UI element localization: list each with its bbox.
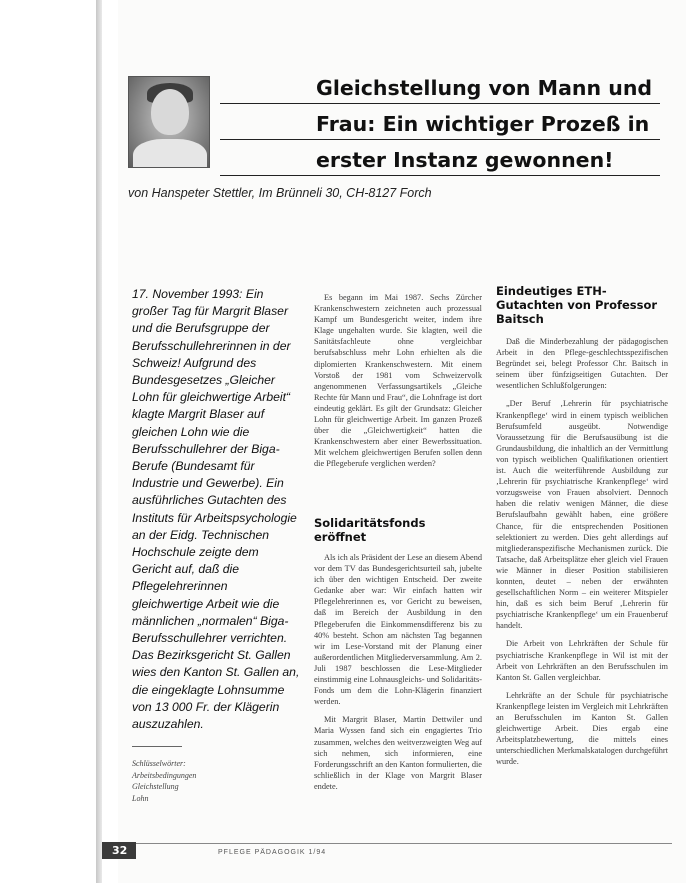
book-spine-shadow [96,0,102,883]
body-paragraph: Lehrkräfte an der Schule für psychiatrische Krankenpflege leisten im Vergleich mit Lehrkräften an Berufsschulen im Kanton St. Gallen gleichwertige Arbeit. Dies ergab eine Arbeitsplatzbewertung, die mittels eines unterschiedlichen Merkmalskatalogen durchgeführt wurde. [496,690,668,767]
body-paragraph: Mit Margrit Blaser, Martin Dettwiler und Maria Wyssen fand sich ein engagiertes Trio zusammen, welches den weitverzweigten Weg auf sich nehmen, sich informieren, eine Forderungsschrift an den Kanton formulierten, die schließlich in der Klage von Margrit Blaser endete. [314,715,482,791]
title-line: Frau: Ein wichtiger Prozeß in [316,112,650,136]
keyword: Lohn [132,793,149,803]
author-byline: von Hanspeter Stettler, Im Brünneli 30, CH-8127 Forch [128,186,432,200]
article-column-2-continued [314,552,482,799]
author-photo [128,76,210,168]
section-heading-eth-gutachten: Eindeutiges ETH-Gutachten von Professor Baitsch [496,284,658,326]
article-column-3 [496,336,668,774]
section-heading-solidaritaetsfonds: Solidaritätsfonds eröffnet [314,516,426,544]
author-photo-shoulders [133,139,207,168]
journal-footer: PFLEGE PÄDAGOGIK 1/94 [218,849,327,856]
page-number: 32 [112,844,128,857]
keywords-rule [132,746,182,747]
author-photo-face [151,89,189,135]
article-column-2 [314,292,482,477]
body-paragraph: Es begann im Mai 1987. Sechs Zürcher Krankenschwestern zeichneten auch prozessual Kampf um Bundesgericht weiter, indem ihre Klage ungehalten wurde. Sie klagten, weil die Sanitätsfachleute ohne vergleichbar berufsabschluss mehr Lohn erhielten als die diplomierten Krankenschwestern. Mit einem Vorstoß der 1981 vom Schweizervolk angenommenen Verfassungsartikels „Gleiche Rechte für Mann und Frau“, die Lohnfrage ist dort eindeutig geklärt. Es gilt der Grundsatz: Gleicher Lohn für gleichwertige Arbeit. Im ganzen Prozeß über die „Gleichwertigkeit“ hatten die Krankenschwestern aber einer Bewerbssituation. Mit welchem gleichwertigen Berufen sollen denn die Pflegeberufe verglichen werden? [314,293,482,469]
body-paragraph: Daß die Minderbezahlung der pädagogischen Arbeit in den Pflege-geschlechtsspezifischen Begründet sei, belegt Professor Chr. Baitsch in seinem über fünfzigseitigen Gutachten. Der wesentlichen Schlußfolgerungen: [496,337,668,391]
footer-rule [102,843,672,844]
body-paragraph: Die Arbeit von Lehrkräften der Schule für psychiatrische Krankenpflege in Wil ist mit der Arbeit von Lehrkräften an den Berufsschulen im Kanton St. Gallen vergleichbar. [496,639,668,682]
keywords-label: Schlüsselwörter: [132,759,186,768]
keywords-box [132,758,252,804]
title-line: Gleichstellung von Mann und [316,76,653,100]
article-title [316,70,666,178]
lead-paragraph: 17. November 1993: Ein großer Tag für Margrit Blaser und die Berufsgruppe der Berufsschullehrerinnen in der Schweiz! Aufgrund des Bundesgesetzes „Gleicher Lohn für gleichwertige Arbeit“ klagte Margrit Blaser auf gleichen Lohn wie die Berufsschullehrer der Biga-Berufe (Bundesamt für Industrie und Gewerbe). Ein ausführliches Gutachten des Instituts für Arbeitspsychologie an der Eidg. Technischen Hochschule zeigte dem Gericht auf, daß die Pflegelehrerinnen gleichwertige Arbeit wie die männlichen „normalen“ Biga-Berufsschullehrer verrichten. Das Bezirksgericht St. Gallen wies den Kanton St. Gallen an, die eingeklagte Lohnsumme von 13 000 Fr. der Klägerin auszuzahlen. [132,287,300,732]
quote-paragraph: „Der Beruf ‚Lehrerin für psychiatrische Krankenpflege‘ wird in einem typisch weiblichen Berufsumfeld ausgeübt. Notwendige Voraussetzung für die Berufsausübung ist die Grundausbildung, die inhaltlich an der Vermittlung von typisch weiblichen Qualifikationen orientiert ist. Auch die weiterführende Ausbildung zur ‚Lehrerin für psychiatrische Krankenpflege‘ wird vorzugsweise von Frauen absolviert. Dennoch haben die relativ wenigen Männer, die diese Berufslaufbahn gewählt haben, eine größere Chance, für die entsprechenden Positionen selektioniert zu werden. Dies geht allerdings auf mitgliederanspezifische Mechanismen zurück. Die Tatsache, daß Arbeitsplätze eher gleich viel Frauen wie Männer in dieser Position stabilisieren konnten, deutet – neben der erwähnten gesellschaftlichen Norm – ein weiterer Mitspieler hin, daß es sich beim Beruf ‚Lehrerin für psychiatrische Krankenpflege‘ um ein Frauenberuf handelt. [496,399,668,631]
keyword: Arbeitsbedingungen [132,770,197,780]
body-paragraph: Als ich als Präsident der Lese an diesem Abend vor dem TV das Bundesgerichtsurteil sah, jubelte ich über den wichtigen Entscheid. Der zweite Gedanke aber war: Wir einfach hatten wir Pflegelehrerinnen es, vor Gericht zu beweisen, daß im Bereich der Ausbildung in den Pflegeberufen die Einkommensdifferenz bis zu 40% besteht. Schon am nächsten Tag begannen wir im Lese-Vorstand mit der Planung einer außerordentlichen Mitgliederversammlung. Am 2. Juli 1987 beschlossen die Lese-Mitglieder einstimmig eine Lohnausgleichs- und Solidaritäts-Fonds um dem die Lohn-Klägerin finanziert werden. [314,553,482,707]
keyword: Gleichstellung [132,782,179,791]
title-line: erster Instanz gewonnen! [316,148,614,172]
